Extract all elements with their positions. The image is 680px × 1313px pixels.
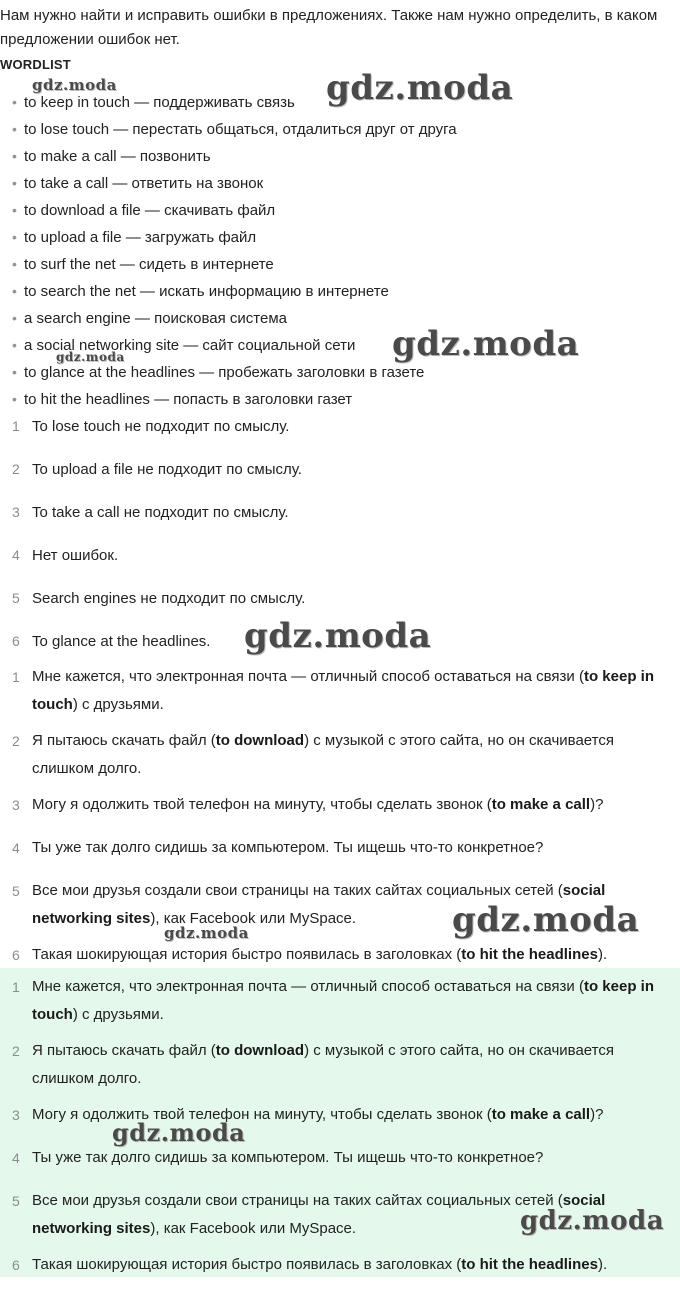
bullet-icon: • — [12, 337, 17, 353]
item-number: 2 — [12, 733, 20, 749]
item-number: 5 — [12, 1193, 20, 1209]
item-number: 6 — [12, 1257, 20, 1273]
watermark: gdz.moda — [56, 350, 125, 364]
list-item: • to download a file — скачивать файл — [0, 197, 457, 224]
answer-item: 4 Ты уже так долго сидишь за компьютером. Ты ищешь что-то конкретное? — [0, 1144, 680, 1187]
watermark: gdz.moda — [112, 1118, 246, 1147]
bullet-icon: • — [12, 310, 17, 326]
correction-item: 1 To lose touch не подходит по смыслу. — [0, 413, 305, 456]
answer-item: 1 Мне кажется, что электронная почта — отличный способ оставаться на связи (to keep in touch) с друзьями. — [0, 973, 680, 1037]
wordlist — [0, 89, 457, 413]
list-item: • to glance at the headlines — пробежать заголовки в газете — [0, 359, 457, 386]
wordlist-heading: WORDLIST — [0, 57, 71, 72]
list-item: • to hit the headlines — попасть в заголовки газет — [0, 386, 457, 413]
item-number: 3 — [12, 504, 20, 520]
item-number: 3 — [12, 1107, 20, 1123]
correction-item: 2 To upload a file не подходит по смыслу. — [0, 456, 305, 499]
answers-list — [0, 973, 680, 1287]
list-item: • a search engine — поисковая система — [0, 305, 457, 332]
answer-item: 5 Все мои друзья создали свои страницы на таких сайтах социальных сетей (social networking sites), как Facebook или MySpace. — [0, 1187, 680, 1251]
answer-item: 2 Я пытаюсь скачать файл (to download) с музыкой с этого сайта, но он скачивается слишком долго. — [0, 1037, 680, 1101]
item-number: 4 — [12, 840, 20, 856]
watermark: gdz.moda — [164, 924, 249, 942]
bullet-icon: • — [12, 94, 17, 110]
item-number: 6 — [12, 633, 20, 649]
translation-item: 1 Мне кажется, что электронная почта — отличный способ оставаться на связи (to keep in touch) с друзьями. — [0, 663, 680, 727]
answer-item: 3 Могу я одолжить твой телефон на минуту, чтобы сделать звонок (to make a call)? — [0, 1101, 680, 1144]
translation-item: 6 Такая шокирующая история быстро появилась в заголовках (to hit the headlines). — [0, 941, 680, 977]
translation-item: 5 Все мои друзья создали свои страницы на таких сайтах социальных сетей (social networking sites), как Facebook или MySpace. — [0, 877, 680, 941]
bullet-icon: • — [12, 283, 17, 299]
list-item: • to surf the net — сидеть в интернете — [0, 251, 457, 278]
bullet-icon: • — [12, 229, 17, 245]
bullet-icon: • — [12, 391, 17, 407]
translation-item: 2 Я пытаюсь скачать файл (to download) с музыкой с этого сайта, но он скачивается слишком долго. — [0, 727, 680, 791]
list-item: • to upload a file — загружать файл — [0, 224, 457, 251]
translation-item: 3 Могу я одолжить твой телефон на минуту, чтобы сделать звонок (to make a call)? — [0, 791, 680, 834]
watermark: gdz.moda — [326, 68, 514, 108]
bullet-icon: • — [12, 175, 17, 191]
item-number: 4 — [12, 1150, 20, 1166]
bullet-icon: • — [12, 256, 17, 272]
item-number: 3 — [12, 797, 20, 813]
list-item: • to keep in touch — поддерживать связь — [0, 89, 457, 116]
item-number: 6 — [12, 947, 20, 963]
correction-item: 3 To take a call не подходит по смыслу. — [0, 499, 305, 542]
correction-item: 4 Нет ошибок. — [0, 542, 305, 585]
watermark: gdz.moda — [520, 1206, 665, 1236]
list-item: • to take a call — ответить на звонок — [0, 170, 457, 197]
watermark: gdz.moda — [32, 76, 117, 94]
list-item: • to lose touch — перестать общаться, отдалиться друг от друга — [0, 116, 457, 143]
bullet-icon: • — [12, 121, 17, 137]
watermark: gdz.moda — [452, 900, 640, 940]
intro-text: Нам нужно найти и исправить ошибки в предложениях. Также нам нужно определить, в каком предложении ошибок нет. — [0, 7, 658, 48]
item-number: 2 — [12, 461, 20, 477]
item-number: 5 — [12, 883, 20, 899]
bullet-icon: • — [12, 202, 17, 218]
list-item: • to make a call — позвонить — [0, 143, 457, 170]
item-number: 1 — [12, 418, 20, 434]
translations-list — [0, 663, 680, 977]
item-number: 1 — [12, 669, 20, 685]
watermark: gdz.moda — [392, 324, 580, 364]
list-item: • a social networking site — сайт социальной сети — [0, 332, 457, 359]
bullet-icon: • — [12, 148, 17, 164]
item-number: 5 — [12, 590, 20, 606]
bullet-icon: • — [12, 364, 17, 380]
correction-item: 6 To glance at the headlines. — [0, 628, 305, 671]
correction-item: 5 Search engines не подходит по смыслу. — [0, 585, 305, 628]
corrections-list — [0, 413, 305, 671]
translation-item: 4 Ты уже так долго сидишь за компьютером. Ты ищешь что-то конкретное? — [0, 834, 680, 877]
item-number: 4 — [12, 547, 20, 563]
item-number: 2 — [12, 1043, 20, 1059]
watermark: gdz.moda — [244, 616, 432, 656]
item-number: 1 — [12, 979, 20, 995]
list-item: • to search the net — искать информацию в интернете — [0, 278, 457, 305]
answer-item: 6 Такая шокирующая история быстро появилась в заголовках (to hit the headlines). — [0, 1251, 680, 1287]
